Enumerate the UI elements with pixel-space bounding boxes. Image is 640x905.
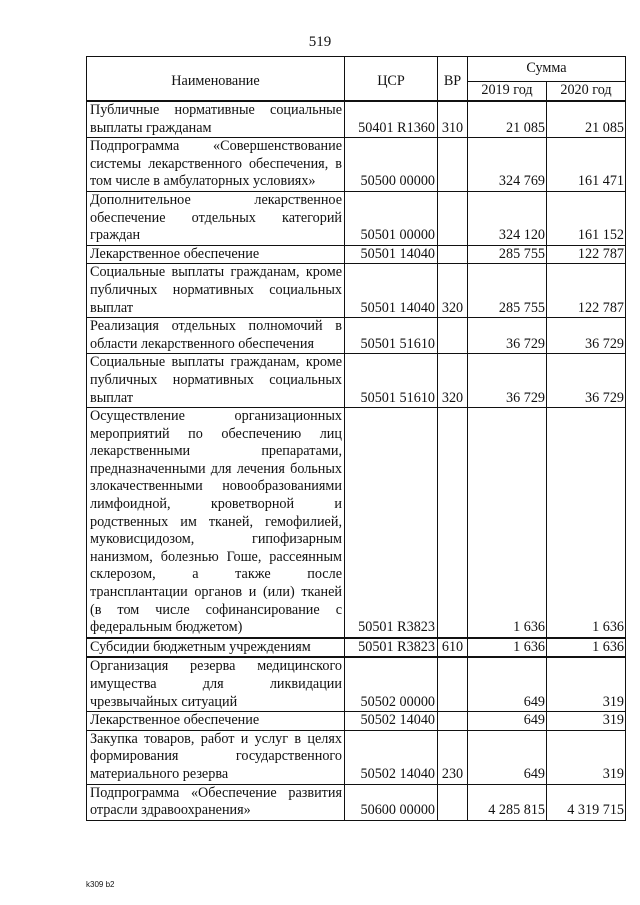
row-csr: 50501 14040	[345, 245, 438, 264]
row-vr	[438, 138, 468, 192]
row-sum-2020: 122 787	[547, 245, 626, 264]
row-sum-2019: 324 769	[468, 138, 547, 192]
row-sum-2019: 285 755	[468, 264, 547, 318]
row-sum-2020: 21 085	[547, 101, 626, 138]
table-row	[87, 730, 626, 784]
row-vr: 610	[438, 638, 468, 658]
table-body	[87, 101, 626, 820]
row-sum-2020: 161 471	[547, 138, 626, 192]
row-name: Социальные выплаты гражданам, кроме публичных нормативных социальных выплат	[87, 264, 345, 318]
table-row	[87, 191, 626, 245]
header-csr: ЦСР	[345, 57, 438, 102]
row-sum-2019: 285 755	[468, 245, 547, 264]
header-name: Наименование	[87, 57, 345, 102]
row-sum-2019: 21 085	[468, 101, 547, 138]
table-header	[87, 57, 626, 102]
row-csr: 50502 00000	[345, 657, 438, 711]
row-csr: 50502 14040	[345, 712, 438, 731]
row-vr: 320	[438, 354, 468, 408]
row-csr: 50501 R3823	[345, 638, 438, 658]
header-year-2019: 2019 год	[468, 82, 547, 102]
row-name: Лекарственное обеспечение	[87, 245, 345, 264]
row-sum-2020: 122 787	[547, 264, 626, 318]
row-sum-2019: 36 729	[468, 318, 547, 354]
row-sum-2020: 4 319 715	[547, 784, 626, 820]
row-sum-2019: 4 285 815	[468, 784, 547, 820]
header-vr: ВР	[438, 57, 468, 102]
row-csr: 50501 R3823	[345, 408, 438, 638]
row-csr: 50501 51610	[345, 354, 438, 408]
table-row	[87, 318, 626, 354]
row-name: Закупка товаров, работ и услуг в целях формирования государственного материального резерва	[87, 730, 345, 784]
row-sum-2020: 319	[547, 712, 626, 731]
row-vr	[438, 657, 468, 711]
row-sum-2019: 324 120	[468, 191, 547, 245]
row-vr: 320	[438, 264, 468, 318]
row-csr: 50500 00000	[345, 138, 438, 192]
row-name: Осуществление организационных мероприятий по обеспечению лиц лекарственными препаратами, предназначенными для лечения больных злокачественными новообразованиями лимфоидной, кроветворной и родственных им тканей, гемофилией, муковисцидозом, гипофизарным нанизмом, болезнью Гоше, рассеянным склерозом, а также после трансплантации органов и (или) тканей (в том числе софинансирование с федеральным бюджетом)	[87, 408, 345, 638]
row-name: Социальные выплаты гражданам, кроме публичных нормативных социальных выплат	[87, 354, 345, 408]
row-vr: 230	[438, 730, 468, 784]
table-row	[87, 264, 626, 318]
table-row	[87, 784, 626, 820]
row-vr	[438, 408, 468, 638]
row-name: Лекарственное обеспечение	[87, 712, 345, 731]
row-vr	[438, 784, 468, 820]
row-sum-2020: 36 729	[547, 354, 626, 408]
table-row	[87, 354, 626, 408]
table-row	[87, 408, 626, 638]
row-sum-2020: 1 636	[547, 638, 626, 658]
row-vr	[438, 191, 468, 245]
row-vr	[438, 712, 468, 731]
row-name: Подпрограмма «Обеспечение развития отрасли здравоохранения»	[87, 784, 345, 820]
row-sum-2020: 161 152	[547, 191, 626, 245]
row-vr	[438, 245, 468, 264]
row-sum-2020: 1 636	[547, 408, 626, 638]
row-csr: 50502 14040	[345, 730, 438, 784]
row-name: Субсидии бюджетным учреждениям	[87, 638, 345, 658]
table-row	[87, 712, 626, 731]
row-sum-2019: 36 729	[468, 354, 547, 408]
row-sum-2019: 1 636	[468, 638, 547, 658]
row-vr	[438, 318, 468, 354]
row-csr: 50501 14040	[345, 264, 438, 318]
footer-code: k309 b2	[86, 880, 115, 889]
row-sum-2019: 649	[468, 657, 547, 711]
header-sum: Сумма	[468, 57, 626, 82]
table-row	[87, 138, 626, 192]
row-vr: 310	[438, 101, 468, 138]
table-row	[87, 657, 626, 711]
row-name: Организация резерва медицинского имущества для ликвидации чрезвычайных ситуаций	[87, 657, 345, 711]
row-sum-2020: 319	[547, 730, 626, 784]
row-csr: 50501 51610	[345, 318, 438, 354]
row-sum-2020: 36 729	[547, 318, 626, 354]
row-name: Подпрограмма «Совершенствование системы лекарственного обеспечения, в том числе в амбулаторных условиях»	[87, 138, 345, 192]
row-name: Дополнительное лекарственное обеспечение отдельных категорий граждан	[87, 191, 345, 245]
budget-table	[86, 56, 626, 821]
row-sum-2019: 649	[468, 712, 547, 731]
row-sum-2019: 649	[468, 730, 547, 784]
page-number: 519	[308, 34, 332, 50]
table-row	[87, 101, 626, 138]
row-sum-2020: 319	[547, 657, 626, 711]
row-csr: 50600 00000	[345, 784, 438, 820]
row-name: Публичные нормативные социальные выплаты гражданам	[87, 101, 345, 138]
row-sum-2019: 1 636	[468, 408, 547, 638]
table-row	[87, 245, 626, 264]
row-name: Реализация отдельных полномочий в области лекарственного обеспечения	[87, 318, 345, 354]
header-year-2020: 2020 год	[547, 82, 626, 102]
row-csr: 50401 R1360	[345, 101, 438, 138]
table-row	[87, 638, 626, 658]
row-csr: 50501 00000	[345, 191, 438, 245]
